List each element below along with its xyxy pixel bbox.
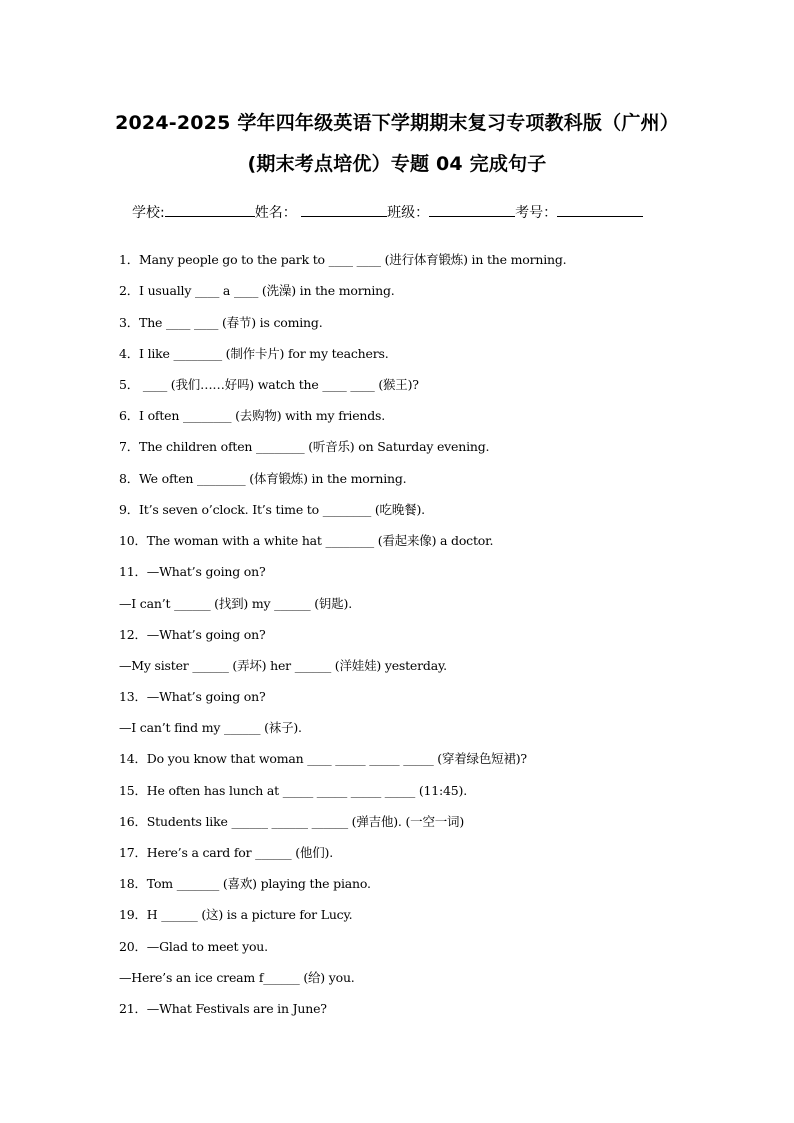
- question-line: 15．He often has lunch at _____ _____ _____ _____ (11:45).: [119, 783, 467, 798]
- school-blank[interactable]: [165, 202, 255, 217]
- page-title: 2024-2025 学年四年级英语下学期期末复习专项教科版（广州）: [115, 112, 679, 134]
- question-line: 16．Students like ______ ______ ______ (弹吉他). (一空一词): [119, 814, 465, 829]
- question-line: 14．Do you know that woman ____ _____ _____ _____ (穿着绿色短裙)?: [119, 751, 527, 766]
- question-line: 3．The ____ ____ (春节) is coming.: [119, 315, 323, 330]
- question-line: 13．—What’s going on?: [119, 689, 266, 704]
- answer-line: —I can’t ______ (找到) my ______ (钥匙).: [119, 596, 352, 611]
- student-info-line: [132, 202, 643, 222]
- question-line: 6．I often ________ (去购物) with my friends.: [119, 408, 386, 423]
- school-label: 学校:: [132, 205, 165, 221]
- number-label: 考号：: [515, 205, 558, 221]
- question-line: 7．The children often ________ (听音乐) on Saturday evening.: [119, 439, 490, 454]
- answer-line: —Here’s an ice cream f______ (给) you.: [119, 970, 355, 985]
- question-line: 2．I usually ____ a ____ (洗澡) in the morning.: [119, 283, 395, 298]
- question-line: 21．—What Festivals are in June?: [119, 1001, 327, 1016]
- question-line: 8．We often ________ (体育锻炼) in the morning.: [119, 471, 407, 486]
- answer-line: —My sister ______ (弄坏) her ______ (洋娃娃) yesterday.: [119, 658, 447, 673]
- question-line: 12．—What’s going on?: [119, 627, 266, 642]
- question-line: 1．Many people go to the park to ____ ____ (进行体育锻炼) in the morning.: [119, 252, 567, 267]
- question-line: 18．Tom _______ (喜欢) playing the piano.: [119, 876, 371, 891]
- question-line: 20．—Glad to meet you.: [119, 939, 268, 954]
- class-blank[interactable]: [429, 202, 515, 217]
- name-blank[interactable]: [301, 202, 387, 217]
- question-line: 5． ____ (我们……好吗) watch the ____ ____ (猴王)?: [119, 377, 419, 392]
- class-label: 班级：: [387, 205, 430, 221]
- name-label: 姓名：: [254, 205, 297, 221]
- question-line: 9．It’s seven o’clock. It’s time to ________ (吃晚餐).: [119, 502, 425, 517]
- question-line: 10．The woman with a white hat ________ (看起来像) a doctor.: [119, 533, 494, 548]
- question-line: 17．Here’s a card for ______ (他们).: [119, 845, 333, 860]
- page-subtitle: (期末考点培优）专题 04 完成句子: [247, 153, 547, 175]
- number-blank[interactable]: [557, 202, 643, 217]
- question-line: 11．—What’s going on?: [119, 564, 266, 579]
- question-line: 4．I like ________ (制作卡片) for my teachers.: [119, 346, 389, 361]
- question-line: 19．H ______ (这) is a picture for Lucy.: [119, 907, 353, 922]
- answer-line: —I can’t find my ______ (袜子).: [119, 720, 302, 735]
